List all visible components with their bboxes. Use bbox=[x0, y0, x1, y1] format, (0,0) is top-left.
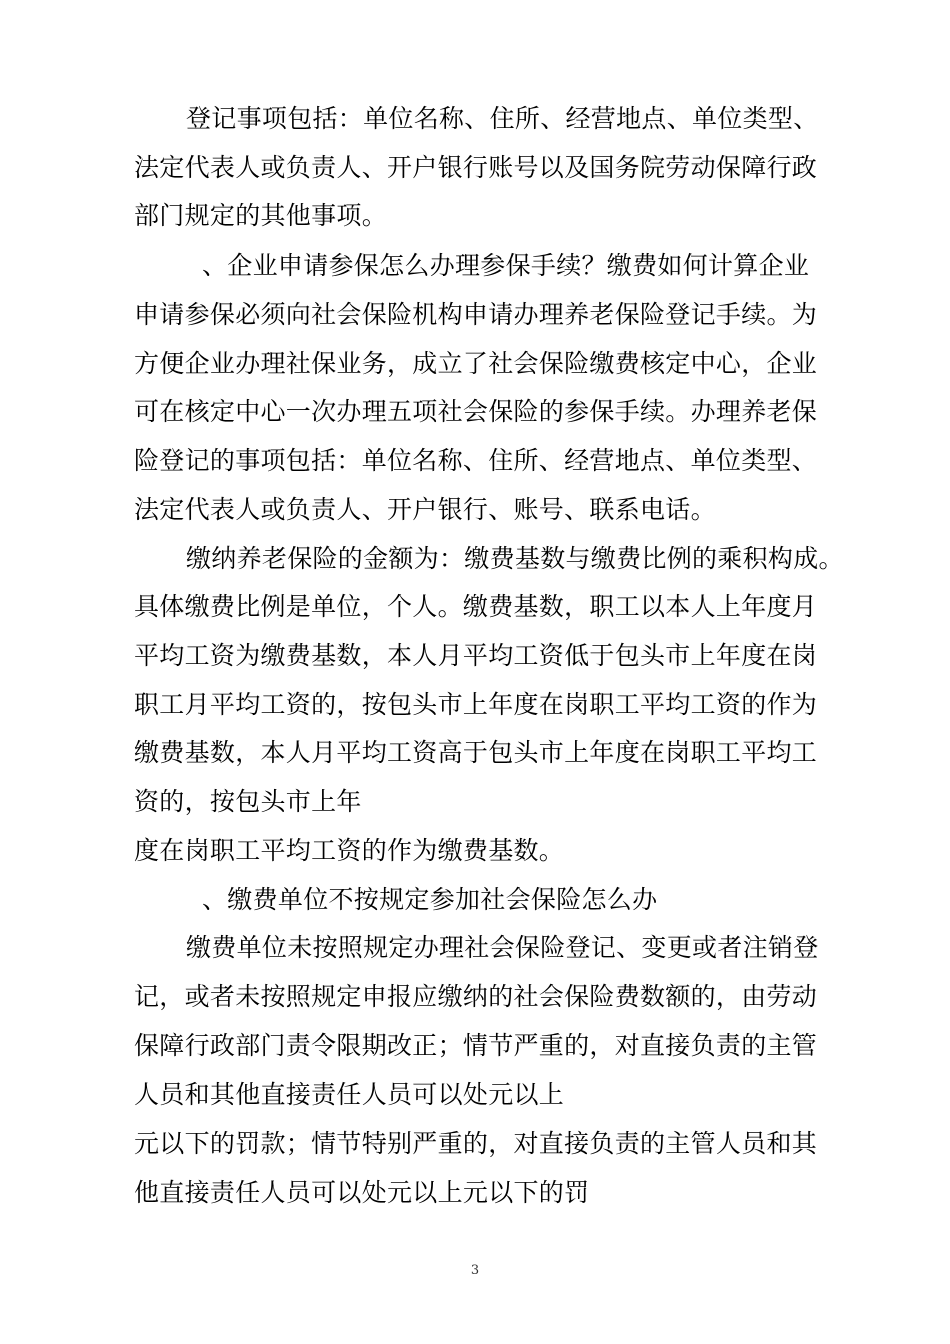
text-line: 申请参保必须向社会保险机构申请办理养老保险登记手续。为 bbox=[134, 300, 818, 329]
text-line: 平均工资为缴费基数，本人月平均工资低于包头市上年度在岗 bbox=[134, 641, 818, 670]
text-line: 可在核定中心一次办理五项社会保险的参保手续。办理养老保 bbox=[134, 397, 818, 426]
text-line: 元以下的罚款；情节特别严重的，对直接负责的主管人员和其 bbox=[134, 1129, 818, 1158]
text-line: 法定代表人或负责人、开户银行、账号、联系电话。 bbox=[134, 495, 716, 524]
text-line: 、缴费单位不按规定参加社会保险怎么办 bbox=[202, 885, 658, 914]
text-line: 部门规定的其他事项。 bbox=[134, 201, 388, 230]
page-number: 3 bbox=[470, 1263, 480, 1278]
text-line: 人员和其他直接责任人员可以处元以上 bbox=[134, 1080, 565, 1109]
text-line: 记，或者未按照规定申报应缴纳的社会保险费数额的，由劳动 bbox=[134, 982, 818, 1011]
text-line: 具体缴费比例是单位，个人。缴费基数，职工以本人上年度月 bbox=[134, 592, 818, 621]
text-line: 法定代表人或负责人、开户银行账号以及国务院劳动保障行政 bbox=[134, 153, 818, 182]
text-line: 缴纳养老保险的金额为：缴费基数与缴费比例的乘积构成。 bbox=[186, 544, 844, 573]
text-line: 方便企业办理社保业务，成立了社会保险缴费核定中心，企业 bbox=[134, 349, 818, 378]
text-line: 保障行政部门责令限期改正；情节严重的，对直接负责的主管 bbox=[134, 1031, 818, 1060]
text-line: 职工月平均工资的，按包头市上年度在岗职工平均工资的作为 bbox=[134, 690, 818, 719]
text-line: 资的，按包头市上年 bbox=[134, 787, 362, 816]
text-line: 他直接责任人员可以处元以上元以下的罚 bbox=[134, 1178, 590, 1207]
text-line: 险登记的事项包括：单位名称、住所、经营地点、单位类型、 bbox=[134, 446, 818, 475]
text-line: 、企业申请参保怎么办理参保手续？缴费如何计算企业 bbox=[202, 251, 810, 280]
text-line: 登记事项包括：单位名称、住所、经营地点、单位类型、 bbox=[186, 104, 819, 133]
text-line: 度在岗职工平均工资的作为缴费基数。 bbox=[134, 836, 565, 865]
text-line: 缴费单位未按照规定办理社会保险登记、变更或者注销登 bbox=[186, 933, 819, 962]
text-line: 缴费基数，本人月平均工资高于包头市上年度在岗职工平均工 bbox=[134, 738, 818, 767]
